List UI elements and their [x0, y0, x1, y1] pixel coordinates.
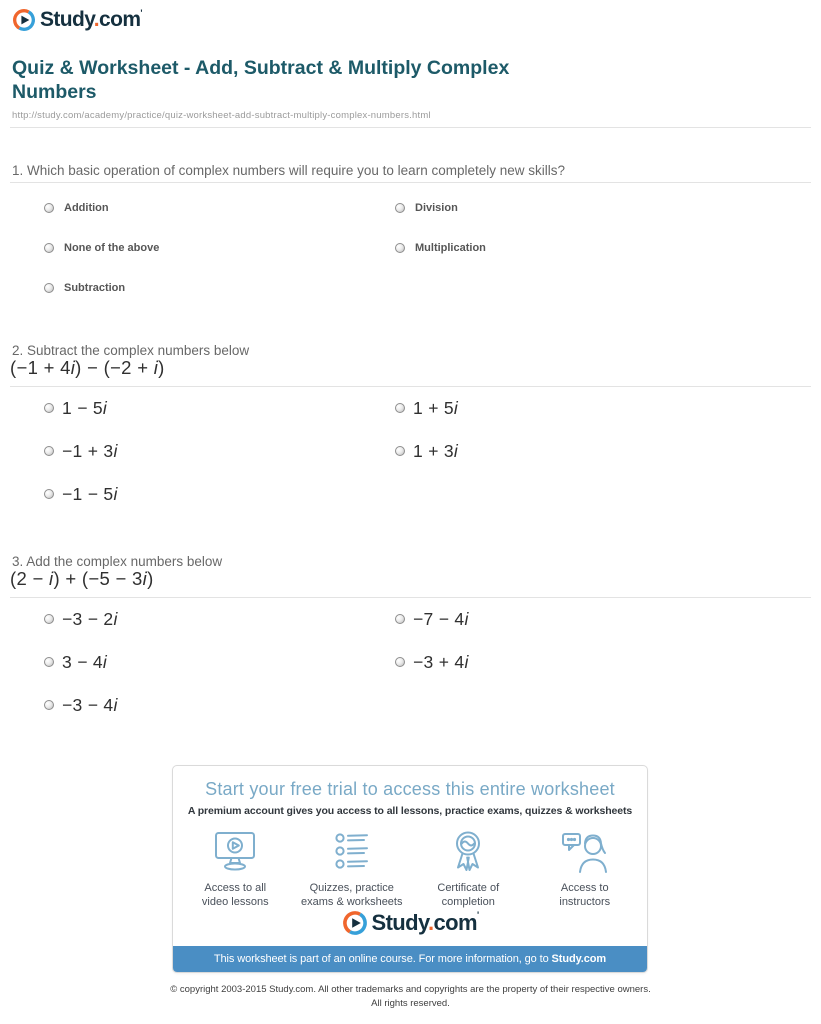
radio-button[interactable]	[395, 657, 405, 667]
answer-option[interactable]	[44, 396, 395, 420]
question-3-expression: (2 − i) + (−5 − 3i)	[10, 568, 154, 589]
divider	[10, 182, 811, 183]
question-1-options	[44, 201, 821, 321]
feature-instructors	[527, 826, 644, 909]
radio-button[interactable]	[395, 403, 405, 413]
radio-button[interactable]	[44, 403, 54, 413]
answer-option-label: Subtraction	[64, 282, 126, 294]
play-logo-icon	[342, 910, 368, 936]
video-lessons-icon	[177, 826, 294, 878]
answer-option-label: None of the above	[64, 242, 160, 254]
radio-button[interactable]	[44, 243, 54, 253]
answer-option[interactable]	[395, 650, 469, 674]
feature-label: Certificate of completion	[437, 882, 500, 908]
logo-wordmark: Study.com'	[371, 910, 479, 935]
course-info-banner	[173, 946, 647, 972]
feature-quizzes	[294, 826, 411, 909]
feature-certificate	[410, 826, 527, 909]
question-2-options	[44, 396, 821, 525]
feature-video-lessons	[177, 826, 294, 909]
radio-button[interactable]	[395, 243, 405, 253]
free-trial-cta-box	[172, 765, 648, 973]
radio-button[interactable]	[395, 614, 405, 624]
answer-option-label: −1 − 5i	[62, 483, 118, 504]
play-logo-icon	[12, 8, 36, 32]
answer-option[interactable]	[44, 607, 395, 631]
radio-button[interactable]	[44, 203, 54, 213]
answer-option-label: 3 − 4i	[62, 651, 108, 672]
question-3-text: 3. Add the complex numbers below	[12, 554, 223, 569]
answer-option-label: −1 + 3i	[62, 440, 118, 461]
radio-button[interactable]	[395, 203, 405, 213]
cta-feature-list	[177, 826, 643, 909]
answer-option-label: Addition	[64, 202, 109, 214]
feature-label: Access to all video lessons	[201, 882, 269, 908]
radio-button[interactable]	[44, 446, 54, 456]
divider	[10, 597, 811, 598]
instructors-icon	[527, 826, 644, 878]
answer-option-label: 1 + 5i	[413, 397, 459, 418]
studycom-logo	[12, 8, 142, 32]
divider	[10, 127, 811, 128]
logo-wordmark: Study.com'	[40, 8, 142, 31]
answer-option-label: 1 − 5i	[62, 397, 108, 418]
answer-option-label: −3 − 2i	[62, 608, 118, 629]
question-2-text: 2. Subtract the complex numbers below	[12, 343, 250, 358]
answer-option-label: −3 + 4i	[413, 651, 469, 672]
copyright-notice: © copyright 2003-2015 Study.com. All other trademarks and copyrights are the property of their respective owners. All rights reserved.	[170, 984, 651, 1009]
studycom-logo	[173, 910, 647, 936]
question-3-options	[44, 607, 821, 736]
page-url: http://study.com/academy/practice/quiz-worksheet-add-subtract-multiply-complex-numbers.html	[12, 110, 431, 121]
banner-text: This worksheet is part of an online course. For more information, go to	[213, 953, 552, 965]
answer-option[interactable]	[395, 607, 469, 631]
answer-option-label: Division	[415, 202, 458, 214]
answer-option[interactable]	[395, 439, 458, 463]
radio-button[interactable]	[395, 446, 405, 456]
page-title: Quiz & Worksheet - Add, Subtract & Multiply Complex Numbers	[12, 57, 510, 103]
answer-option[interactable]	[395, 201, 486, 215]
radio-button[interactable]	[44, 657, 54, 667]
answer-option[interactable]	[44, 482, 395, 506]
question-1-text: 1. Which basic operation of complex numbers will require you to learn completely new skills?	[12, 163, 565, 178]
radio-button[interactable]	[44, 700, 54, 710]
answer-option-label: −7 − 4i	[413, 608, 469, 629]
answer-option[interactable]	[44, 439, 395, 463]
answer-option[interactable]	[44, 201, 395, 215]
answer-option[interactable]	[44, 241, 395, 255]
divider	[10, 386, 811, 387]
radio-button[interactable]	[44, 283, 54, 293]
feature-label: Quizzes, practice exams & worksheets	[301, 882, 403, 908]
answer-option-label: 1 + 3i	[413, 440, 459, 461]
banner-studycom-link[interactable]: Study.com	[551, 953, 607, 965]
radio-button[interactable]	[44, 489, 54, 499]
cta-heading: Start your free trial to access this entire worksheet	[205, 779, 615, 799]
cta-subheading: A premium account gives you access to all lessons, practice exams, quizzes & worksheets	[187, 805, 633, 817]
question-2-expression: (−1 + 4i) − (−2 + i)	[10, 357, 165, 378]
answer-option[interactable]	[44, 693, 395, 717]
answer-option[interactable]	[44, 650, 395, 674]
answer-option-label: Multiplication	[415, 242, 486, 254]
certificate-icon	[410, 826, 527, 878]
answer-option[interactable]	[395, 241, 486, 255]
answer-option[interactable]	[44, 281, 395, 295]
feature-label: Access to instructors	[559, 882, 611, 908]
answer-option-label: −3 − 4i	[62, 694, 118, 715]
radio-button[interactable]	[44, 614, 54, 624]
quizzes-icon	[294, 826, 411, 878]
answer-option[interactable]	[395, 396, 458, 420]
